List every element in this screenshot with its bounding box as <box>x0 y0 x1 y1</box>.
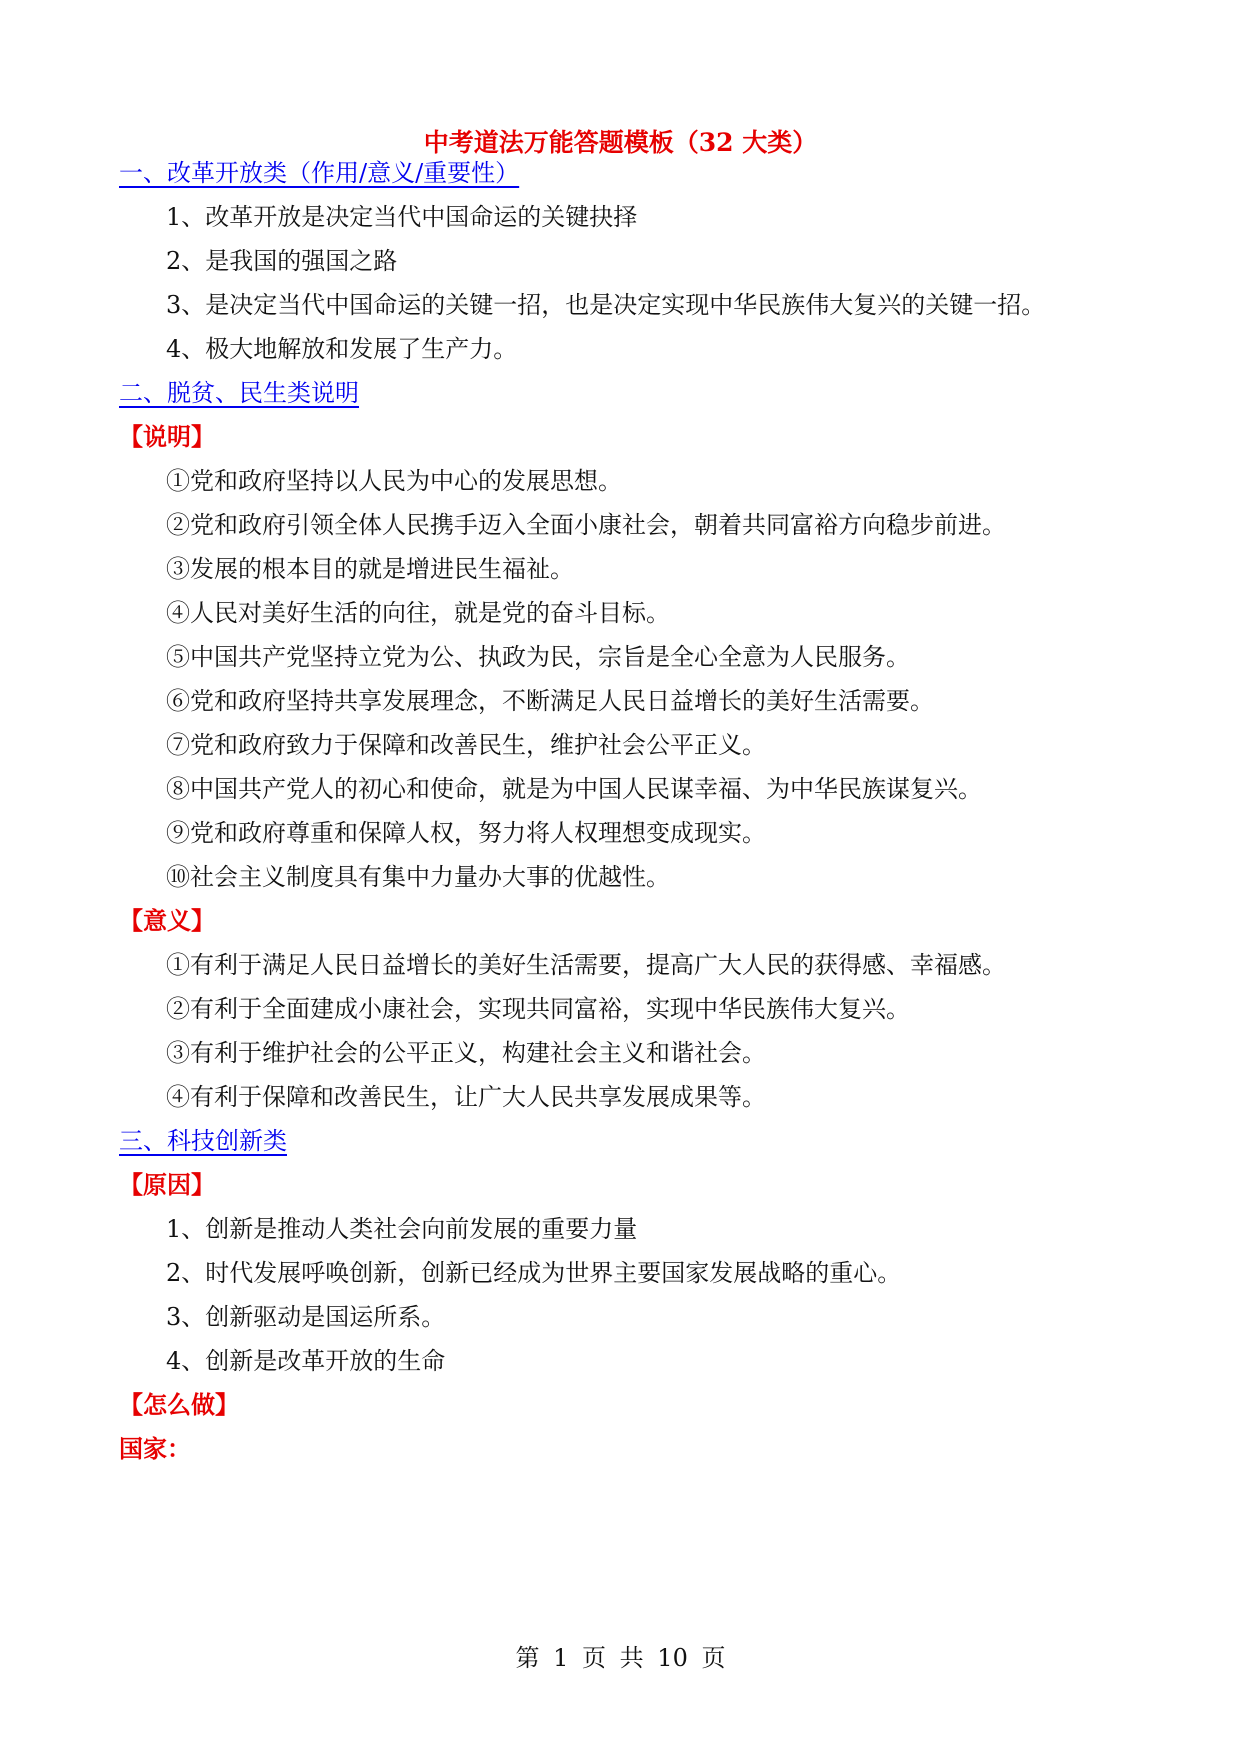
meaning-item-1: ①有利于满足人民日益增长的美好生活需要，提高广大人民的获得感、幸福感。 <box>166 951 1006 979</box>
section1-item-2: 2、是我国的强国之路 <box>166 247 398 275</box>
reason-item-4: 4、创新是改革开放的生命 <box>166 1347 446 1375</box>
explain-item-5: ⑤中国共产党坚持立党为公、执政为民，宗旨是全心全意为人民服务。 <box>166 643 910 671</box>
meaning-label: 【意义】 <box>119 906 215 935</box>
explain-item-3: ③发展的根本目的就是增进民生福祉。 <box>166 555 574 583</box>
meaning-item-2: ②有利于全面建成小康社会，实现共同富裕，实现中华民族伟大复兴。 <box>166 995 910 1023</box>
page-title: 中考道法万能答题模板（32 大类） <box>423 128 818 157</box>
reason-item-2: 2、时代发展呼唤创新，创新已经成为世界主要国家发展战略的重心。 <box>166 1259 902 1287</box>
explain-item-4: ④人民对美好生活的向往，就是党的奋斗目标。 <box>166 599 670 627</box>
reason-item-3: 3、创新驱动是国运所系。 <box>166 1303 446 1331</box>
explain-label: 【说明】 <box>119 422 215 451</box>
section2-heading-link[interactable]: 二、脱贫、民生类说明 <box>119 379 359 407</box>
page-footer: 第 1 页 共 10 页 <box>515 1644 726 1672</box>
section1-item-1: 1、改革开放是决定当代中国命运的关键抉择 <box>166 203 638 231</box>
section1-heading-link[interactable]: 一、改革开放类（作用/意义/重要性） <box>119 159 520 187</box>
meaning-item-4: ④有利于保障和改善民生，让广大人民共享发展成果等。 <box>166 1083 766 1111</box>
section1-item-3: 3、是决定当代中国命运的关键一招，也是决定实现中华民族伟大复兴的关键一招。 <box>166 291 1046 319</box>
explain-item-8: ⑧中国共产党人的初心和使命，就是为中国人民谋幸福、为中华民族谋复兴。 <box>166 775 982 803</box>
country-label: 国家： <box>119 1434 191 1463</box>
reason-label: 【原因】 <box>119 1170 215 1199</box>
explain-item-10: ⑩社会主义制度具有集中力量办大事的优越性。 <box>166 863 670 891</box>
explain-item-1: ①党和政府坚持以人民为中心的发展思想。 <box>166 467 622 495</box>
explain-item-2: ②党和政府引领全体人民携手迈入全面小康社会，朝着共同富裕方向稳步前进。 <box>166 511 1006 539</box>
explain-item-7: ⑦党和政府致力于保障和改善民生，维护社会公平正义。 <box>166 731 766 759</box>
section3-heading-link[interactable]: 三、科技创新类 <box>119 1127 287 1155</box>
section1-item-4: 4、极大地解放和发展了生产力。 <box>166 335 518 363</box>
explain-item-6: ⑥党和政府坚持共享发展理念，不断满足人民日益增长的美好生活需要。 <box>166 687 934 715</box>
how-label: 【怎么做】 <box>119 1390 239 1419</box>
reason-item-1: 1、创新是推动人类社会向前发展的重要力量 <box>166 1215 638 1243</box>
meaning-item-3: ③有利于维护社会的公平正义，构建社会主义和谐社会。 <box>166 1039 766 1067</box>
explain-item-9: ⑨党和政府尊重和保障人权，努力将人权理想变成现实。 <box>166 819 766 847</box>
